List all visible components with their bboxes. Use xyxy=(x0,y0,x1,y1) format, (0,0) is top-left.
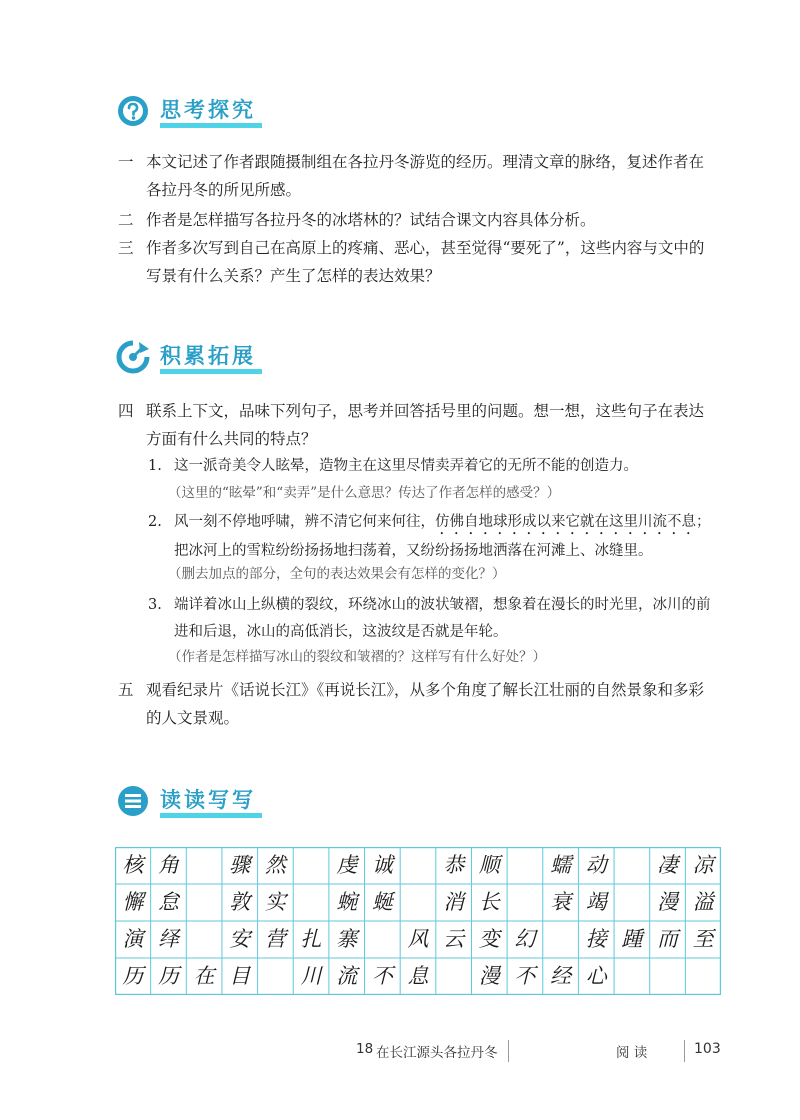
vocab-cell: 寨 xyxy=(336,927,358,951)
refresh-arrow-icon xyxy=(116,340,150,374)
vocab-cell: 漫 xyxy=(657,890,679,914)
section-title: 积累拓展 xyxy=(160,340,260,374)
vocab-cell: 竭 xyxy=(585,890,607,914)
vocab-cell: 核 xyxy=(122,853,144,877)
sub-item-3-note: （作者是怎样描写冰山的裂纹和皱褶的？这样写有什么好处？） xyxy=(168,649,546,665)
vocab-cell: 变 xyxy=(478,927,500,951)
sub-item-2: 2. 风一刻不停地呼啸，辨不清它何来何往，仿佛自地球形成以来它就在这里川流不息；把冰河上的雪粒纷纷扬扬地扫荡着，又纷纷扬扬地洒落在河滩上、冰缝里。 xyxy=(148,514,711,559)
vocab-cell: 演 xyxy=(122,927,144,951)
question-mark-icon xyxy=(116,94,150,128)
vocab-cell: 骤 xyxy=(229,853,251,877)
question-4: 四 联系上下文，品味下列句子，思考并回答括号里的问题。想一想，这些句子在表达方面有什么共同的特点？ xyxy=(118,402,705,448)
vocab-cell: 至 xyxy=(692,927,714,951)
vocab-cell: 漫 xyxy=(478,964,500,988)
vocab-cell: 顺 xyxy=(478,853,500,877)
vocab-cell: 绎 xyxy=(157,927,179,951)
vocab-cell: 心 xyxy=(585,964,607,988)
question-3: 三 作者多次写到自己在高原上的疼痛、恶心，甚至觉得“要死了”，这些内容与文中的写景有什么关系？产生了怎样的表达效果？ xyxy=(118,239,705,285)
vocab-cell: 蠕 xyxy=(550,853,572,877)
page-number: 103 xyxy=(694,1041,721,1057)
vocab-cell: 云 xyxy=(443,927,465,951)
vocab-cell: 川 xyxy=(300,964,322,988)
vocab-cell: 踵 xyxy=(621,927,643,951)
vocab-cell: 幻 xyxy=(514,927,536,951)
vocab-cell: 蜿 xyxy=(336,890,358,914)
vocab-cell: 敦 xyxy=(229,890,251,914)
vocab-cell: 息 xyxy=(407,964,429,988)
vocab-cell: 虔 xyxy=(336,853,358,877)
lesson-number: 18 xyxy=(356,1041,374,1057)
vocab-cell: 诚 xyxy=(371,853,393,877)
section-title: 思考探究 xyxy=(160,94,260,128)
vocab-cell: 角 xyxy=(157,853,179,877)
vocab-cell: 历 xyxy=(122,964,144,988)
vocab-cell: 懈 xyxy=(122,890,144,914)
vocab-cell: 蜒 xyxy=(371,890,393,914)
footer-divider xyxy=(508,1040,509,1062)
vocab-cell: 而 xyxy=(657,927,679,951)
section-header-think xyxy=(116,94,260,128)
dotted-phrase: 仿佛自地球形成以来它就在这里川流不息 xyxy=(435,514,696,530)
vocab-cell: 恭 xyxy=(443,853,465,877)
vocab-cell: 凉 xyxy=(692,853,714,877)
vocab-cell: 动 xyxy=(585,853,607,877)
vocabulary-grid xyxy=(115,847,721,995)
question-5: 五 观看纪录片《话说长江》《再说长江》，从多个角度了解长江壮丽的自然景象和多彩的人文景观。 xyxy=(118,681,705,727)
vocab-cell: 历 xyxy=(157,964,179,988)
vocab-cell: 然 xyxy=(264,853,286,877)
list-lines-icon xyxy=(116,784,150,818)
vocab-cell: 不 xyxy=(514,964,536,988)
vocabulary-cells xyxy=(115,847,721,995)
vocab-cell: 安 xyxy=(229,927,251,951)
section-label: 阅 读 xyxy=(616,1045,648,1061)
vocab-cell: 溢 xyxy=(692,890,714,914)
sub-item-3: 3. 端详着冰山上纵横的裂纹，环绕冰山的波状皱褶，想象着在漫长的时光里，冰川的前进和后退，冰山的高低消长，这波纹是否就是年轮。 xyxy=(148,597,711,640)
vocab-cell: 流 xyxy=(336,964,358,988)
vocab-cell: 实 xyxy=(264,890,286,914)
vocab-cell: 不 xyxy=(371,964,393,988)
vocab-cell: 目 xyxy=(229,964,251,988)
sub-item-1: 1. 这一派奇美令人眩晕，造物主在这里尽情卖弄着它的无所不能的创造力。 xyxy=(148,458,638,474)
section-header-accumulate xyxy=(116,340,260,374)
question-2: 二 作者是怎样描写各拉丹冬的冰塔林的？试结合课文内容具体分析。 xyxy=(118,211,596,229)
sub-item-1-note: （这里的“眩晕”和“卖弄”是什么意思？传达了作者怎样的感受？） xyxy=(168,485,561,501)
lesson-title: 在长江源头各拉丹冬 xyxy=(376,1045,498,1061)
section-title: 读读写写 xyxy=(160,784,260,818)
vocab-cell: 怠 xyxy=(157,890,179,914)
question-1: 一 本文记述了作者跟随摄制组在各拉丹冬游览的经历。理清文章的脉络，复述作者在各拉丹冬的所见所感。 xyxy=(118,153,705,199)
sub-item-2-note: （删去加点的部分，全句的表达效果会有怎样的变化？） xyxy=(168,566,506,582)
footer-divider xyxy=(684,1040,685,1062)
vocab-cell: 长 xyxy=(478,890,500,914)
vocab-cell: 凄 xyxy=(657,853,679,877)
vocab-cell: 消 xyxy=(443,890,465,914)
vocab-cell: 经 xyxy=(550,964,572,988)
vocab-cell: 衰 xyxy=(550,890,572,914)
section-header-readwrite xyxy=(116,784,260,818)
vocab-cell: 扎 xyxy=(300,927,322,951)
vocab-cell: 接 xyxy=(585,927,607,951)
vocab-cell: 在 xyxy=(193,964,215,988)
vocab-cell: 营 xyxy=(264,927,286,951)
vocab-cell: 风 xyxy=(407,927,429,951)
